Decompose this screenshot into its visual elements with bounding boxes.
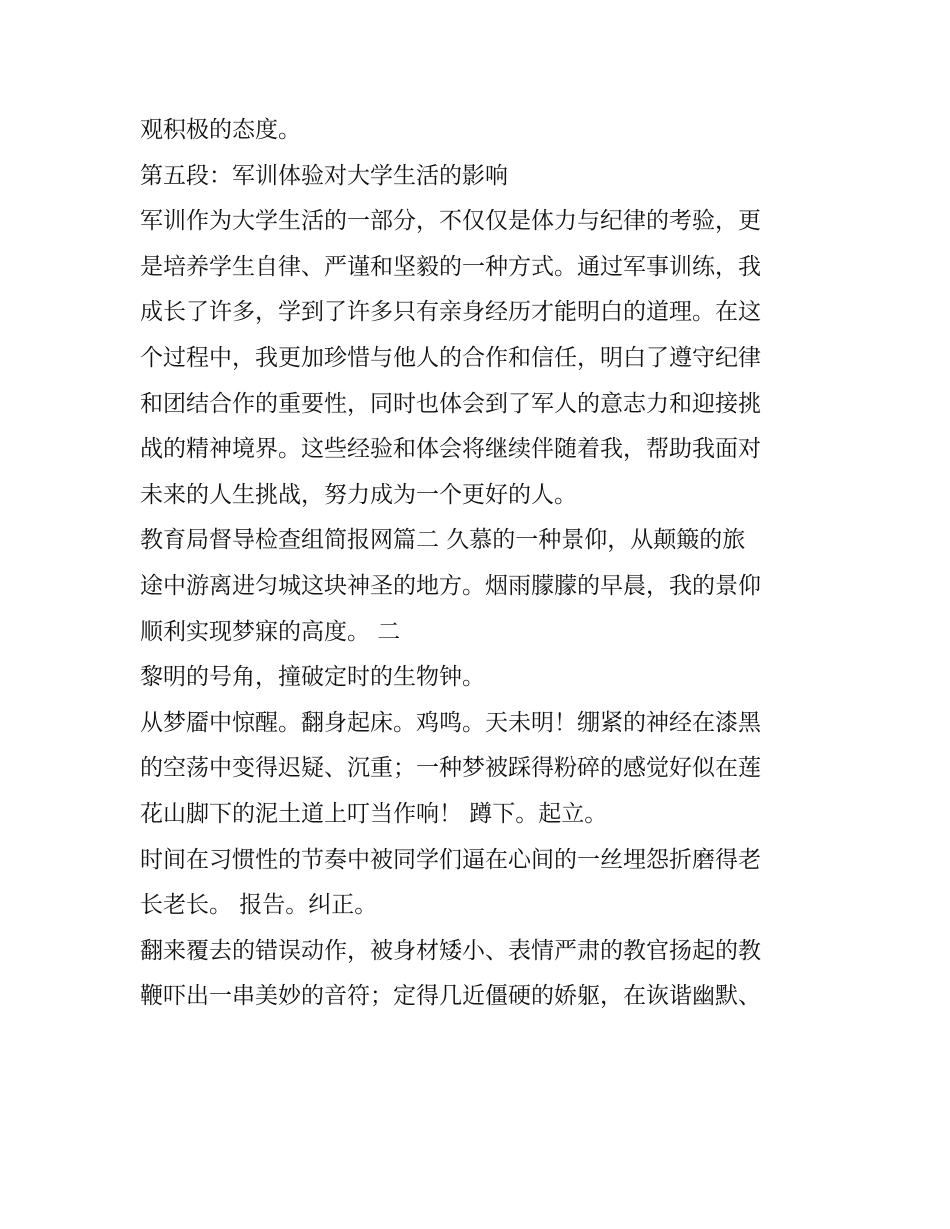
text-line: 的空荡中变得迟疑、沉重；一种梦被踩得粉碎的感觉好似在莲 — [140, 755, 761, 782]
document-body — [140, 108, 812, 1020]
text-line: 从梦靥中惊醒。翻身起床。鸡鸣。天未明！绷紧的神经在漆黑 — [140, 709, 761, 736]
text-line: 战的精神境界。这些经验和体会将继续伴随着我，帮助我面对 — [140, 436, 761, 463]
text-line: 教育局督导检查组简报网篇二 久慕的一种景仰，从颠簸的旅 — [140, 527, 746, 554]
text-line: 长老长。 报告。纠正。 — [140, 892, 378, 919]
text-line: 黎明的号角，撞破定时的生物钟。 — [140, 664, 485, 691]
text-line: 是培养学生自律、严谨和坚毅的一种方式。通过军事训练，我 — [140, 253, 761, 280]
text-line: 翻来覆去的错误动作，被身材矮小、表情严肃的教官扬起的教 — [140, 937, 761, 964]
text-line: 鞭吓出一串美妙的音符；定得几近僵硬的娇躯，在诙谐幽默、 — [140, 983, 761, 1010]
text-line: 未来的人生挑战，努力成为一个更好的人。 — [140, 481, 577, 508]
text-line: 军训作为大学生活的一部分，不仅仅是体力与纪律的考验，更 — [140, 208, 761, 235]
text-line: 途中游离进匀城这块神圣的地方。烟雨朦朦的早晨，我的景仰 — [140, 572, 761, 599]
text-line: 顺利实现梦寐的高度。 二 — [140, 618, 401, 645]
text-line: 观积极的态度。 — [140, 117, 301, 143]
text-line: 花山脚下的泥土道上叮当作响！ 蹲下。起立。 — [140, 800, 608, 827]
text-line: 成长了许多，学到了许多只有亲身经历才能明白的道理。在这 — [140, 299, 761, 326]
text-line: 个过程中，我更加珍惜与他人的合作和信任，明白了遵守纪律 — [140, 344, 761, 371]
text-line: 时间在习惯性的节奏中被同学们逼在心间的一丝埋怨折磨得老 — [140, 846, 761, 873]
text-line: 和团结合作的重要性，同时也体会到了军人的意志力和迎接挑 — [140, 390, 761, 417]
section-heading: 第五段：军训体验对大学生活的影响 — [140, 162, 508, 189]
